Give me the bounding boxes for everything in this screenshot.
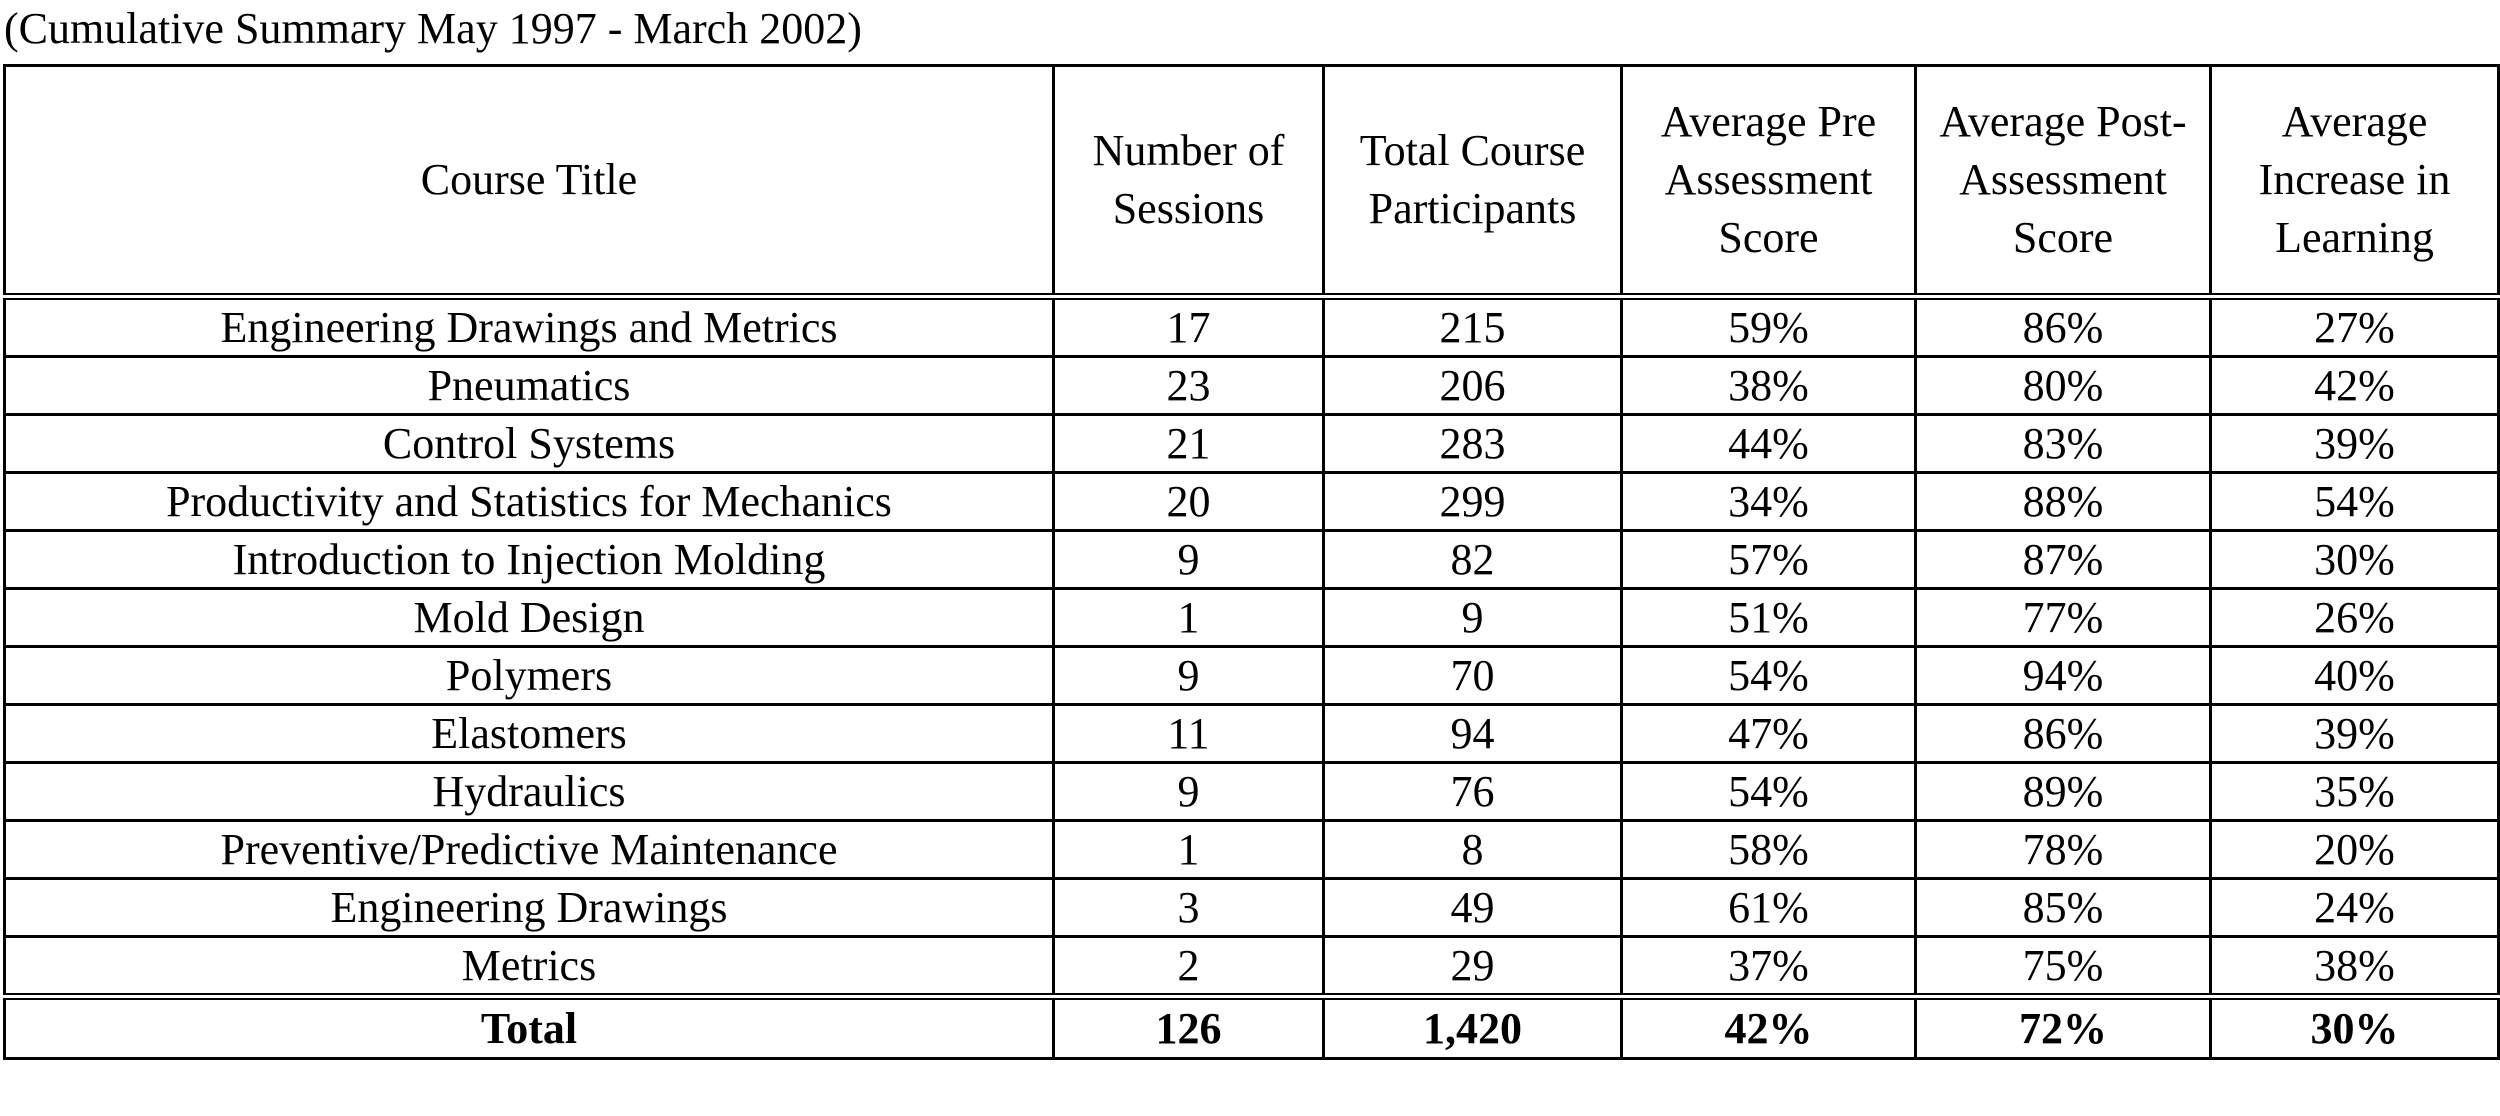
cell-course-title: Mold Design <box>5 589 1054 647</box>
cell-increase: 30% <box>2211 531 2499 589</box>
cell-participants: 94 <box>1324 705 1622 763</box>
table-row <box>5 415 2499 473</box>
cell-increase: 54% <box>2211 473 2499 531</box>
total-pre-score: 42% <box>1622 997 1916 1059</box>
cell-sessions: 3 <box>1054 879 1324 937</box>
cell-sessions: 9 <box>1054 763 1324 821</box>
cell-post-score: 80% <box>1916 357 2211 415</box>
table-row <box>5 821 2499 879</box>
cell-course-title: Elastomers <box>5 705 1054 763</box>
cell-increase: 20% <box>2211 821 2499 879</box>
cell-post-score: 86% <box>1916 705 2211 763</box>
table-row <box>5 473 2499 531</box>
total-sessions: 126 <box>1054 997 1324 1059</box>
table-row <box>5 589 2499 647</box>
cell-post-score: 94% <box>1916 647 2211 705</box>
cell-course-title: Metrics <box>5 937 1054 997</box>
cell-pre-score: 38% <box>1622 357 1916 415</box>
course-summary-table <box>3 64 2500 1060</box>
cell-course-title: Engineering Drawings and Metrics <box>5 297 1054 357</box>
cell-increase: 39% <box>2211 705 2499 763</box>
cell-pre-score: 37% <box>1622 937 1916 997</box>
cell-post-score: 85% <box>1916 879 2211 937</box>
cell-post-score: 88% <box>1916 473 2211 531</box>
total-participants: 1,420 <box>1324 997 1622 1059</box>
cell-sessions: 11 <box>1054 705 1324 763</box>
header-average-pre-score: Average Pre Assessment Score <box>1622 66 1916 297</box>
cell-participants: 49 <box>1324 879 1622 937</box>
cell-participants: 9 <box>1324 589 1622 647</box>
table-caption: (Cumulative Summary May 1997 - March 2002) <box>4 4 862 53</box>
cell-course-title: Productivity and Statistics for Mechanics <box>5 473 1054 531</box>
cell-sessions: 23 <box>1054 357 1324 415</box>
total-label: Total <box>5 997 1054 1059</box>
total-row <box>5 997 2499 1059</box>
cell-pre-score: 47% <box>1622 705 1916 763</box>
cell-participants: 29 <box>1324 937 1622 997</box>
header-number-of-sessions: Number of Sessions <box>1054 66 1324 297</box>
table-row <box>5 705 2499 763</box>
cell-participants: 299 <box>1324 473 1622 531</box>
table-row <box>5 879 2499 937</box>
cell-post-score: 75% <box>1916 937 2211 997</box>
cell-participants: 215 <box>1324 297 1622 357</box>
cell-participants: 8 <box>1324 821 1622 879</box>
cell-post-score: 78% <box>1916 821 2211 879</box>
cell-increase: 40% <box>2211 647 2499 705</box>
cell-pre-score: 34% <box>1622 473 1916 531</box>
cell-participants: 82 <box>1324 531 1622 589</box>
cell-increase: 38% <box>2211 937 2499 997</box>
cell-pre-score: 54% <box>1622 763 1916 821</box>
cell-course-title: Preventive/Predictive Maintenance <box>5 821 1054 879</box>
header-total-participants: Total Course Participants <box>1324 66 1622 297</box>
cell-post-score: 86% <box>1916 297 2211 357</box>
cell-sessions: 20 <box>1054 473 1324 531</box>
cell-sessions: 1 <box>1054 821 1324 879</box>
cell-post-score: 89% <box>1916 763 2211 821</box>
cell-sessions: 2 <box>1054 937 1324 997</box>
cell-increase: 27% <box>2211 297 2499 357</box>
total-post-score: 72% <box>1916 997 2211 1059</box>
cell-pre-score: 44% <box>1622 415 1916 473</box>
cell-sessions: 1 <box>1054 589 1324 647</box>
cell-pre-score: 51% <box>1622 589 1916 647</box>
cell-participants: 76 <box>1324 763 1622 821</box>
header-average-increase: Average Increase in Learning <box>2211 66 2499 297</box>
table-row <box>5 647 2499 705</box>
cell-sessions: 9 <box>1054 531 1324 589</box>
cell-participants: 206 <box>1324 357 1622 415</box>
cell-post-score: 77% <box>1916 589 2211 647</box>
cell-course-title: Engineering Drawings <box>5 879 1054 937</box>
cell-pre-score: 57% <box>1622 531 1916 589</box>
cell-increase: 35% <box>2211 763 2499 821</box>
cell-increase: 26% <box>2211 589 2499 647</box>
header-course-title: Course Title <box>5 66 1054 297</box>
total-increase: 30% <box>2211 997 2499 1059</box>
table-row <box>5 357 2499 415</box>
table-row <box>5 937 2499 997</box>
cell-pre-score: 58% <box>1622 821 1916 879</box>
cell-pre-score: 61% <box>1622 879 1916 937</box>
cell-post-score: 87% <box>1916 531 2211 589</box>
cell-participants: 283 <box>1324 415 1622 473</box>
cell-course-title: Pneumatics <box>5 357 1054 415</box>
table-row <box>5 531 2499 589</box>
table-row <box>5 297 2499 357</box>
cell-sessions: 21 <box>1054 415 1324 473</box>
cell-course-title: Hydraulics <box>5 763 1054 821</box>
cell-course-title: Control Systems <box>5 415 1054 473</box>
cell-pre-score: 54% <box>1622 647 1916 705</box>
cell-sessions: 9 <box>1054 647 1324 705</box>
cell-course-title: Introduction to Injection Molding <box>5 531 1054 589</box>
header-average-post-score: Average Post-Assessment Score <box>1916 66 2211 297</box>
table-row <box>5 763 2499 821</box>
cell-course-title: Polymers <box>5 647 1054 705</box>
header-row <box>5 66 2499 297</box>
cell-increase: 39% <box>2211 415 2499 473</box>
cell-post-score: 83% <box>1916 415 2211 473</box>
cell-pre-score: 59% <box>1622 297 1916 357</box>
cell-increase: 24% <box>2211 879 2499 937</box>
cell-increase: 42% <box>2211 357 2499 415</box>
cell-participants: 70 <box>1324 647 1622 705</box>
cell-sessions: 17 <box>1054 297 1324 357</box>
